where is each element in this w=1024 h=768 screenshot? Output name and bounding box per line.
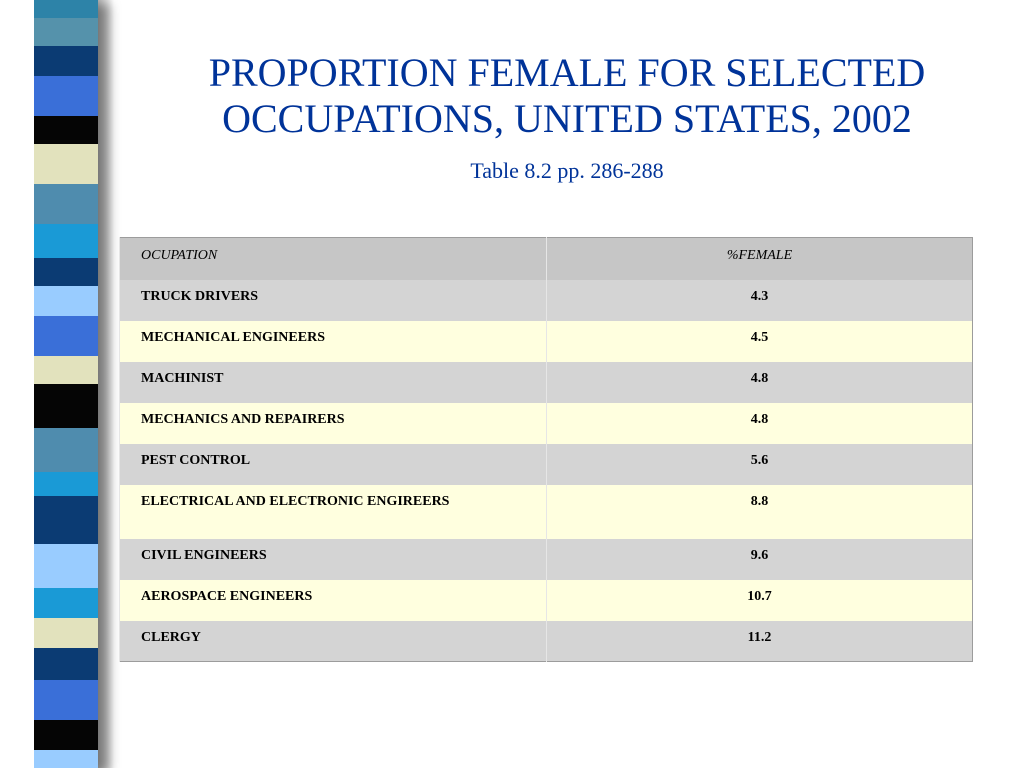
table-row xyxy=(120,444,973,485)
table-row xyxy=(120,621,973,662)
stripe-segment xyxy=(34,496,98,544)
stripe-segment xyxy=(34,472,98,496)
table-row xyxy=(120,362,973,403)
occupation-cell: ELECTRICAL AND ELECTRONIC ENGIREERS xyxy=(120,485,547,539)
table-row xyxy=(120,539,973,580)
occupation-cell: MECHANICAL ENGINEERS xyxy=(120,321,547,362)
stripe-segment xyxy=(34,184,98,224)
header-occupation: OCUPATION xyxy=(120,238,547,280)
stripe-segment xyxy=(34,544,98,588)
table-header-row xyxy=(120,238,973,280)
stripe-segment xyxy=(34,720,98,750)
female-cell: 5.6 xyxy=(547,444,973,485)
header-female: %FEMALE xyxy=(547,238,973,280)
stripe-segment xyxy=(34,144,98,184)
stripe-segment xyxy=(34,384,98,428)
slide-title xyxy=(130,50,1004,142)
title-line-1: PROPORTION FEMALE FOR SELECTED xyxy=(208,50,926,95)
occupation-cell: PEST CONTROL xyxy=(120,444,547,485)
decorative-stripe xyxy=(34,0,98,768)
stripe-segment xyxy=(34,286,98,316)
occupation-cell: CIVIL ENGINEERS xyxy=(120,539,547,580)
occupation-cell: AEROSPACE ENGINEERS xyxy=(120,580,547,621)
stripe-segment xyxy=(34,428,98,472)
stripe-segment xyxy=(34,316,98,356)
stripe-segment xyxy=(34,588,98,618)
title-line-2: OCCUPATIONS, UNITED STATES, 2002 xyxy=(222,96,912,141)
occupation-table xyxy=(119,237,973,662)
stripe-segment xyxy=(34,356,98,384)
slide-subtitle: Table 8.2 pp. 286-288 xyxy=(470,158,664,183)
stripe-segment xyxy=(34,116,98,144)
stripe-shadow xyxy=(98,0,114,768)
female-cell: 4.5 xyxy=(547,321,973,362)
stripe-segment xyxy=(34,648,98,680)
stripe-segment xyxy=(34,618,98,648)
female-cell: 11.2 xyxy=(547,621,973,662)
stripe-segment xyxy=(34,680,98,720)
table-row xyxy=(120,403,973,444)
occupation-cell: MACHINIST xyxy=(120,362,547,403)
female-cell: 4.8 xyxy=(547,362,973,403)
table-row xyxy=(120,485,973,539)
occupation-cell: CLERGY xyxy=(120,621,547,662)
female-cell: 10.7 xyxy=(547,580,973,621)
stripe-segment xyxy=(34,0,98,18)
stripe-segment xyxy=(34,76,98,116)
female-cell: 9.6 xyxy=(547,539,973,580)
stripe-segment xyxy=(34,258,98,286)
table-row xyxy=(120,580,973,621)
stripe-segment xyxy=(34,18,98,46)
stripe-segment xyxy=(34,224,98,258)
female-cell: 8.8 xyxy=(547,485,973,539)
occupation-cell: MECHANICS AND REPAIRERS xyxy=(120,403,547,444)
stripe-segment xyxy=(34,750,98,768)
table-row xyxy=(120,280,973,321)
occupation-cell: TRUCK DRIVERS xyxy=(120,280,547,321)
stripe-segment xyxy=(34,46,98,76)
female-cell: 4.3 xyxy=(547,280,973,321)
table-row xyxy=(120,321,973,362)
female-cell: 4.8 xyxy=(547,403,973,444)
